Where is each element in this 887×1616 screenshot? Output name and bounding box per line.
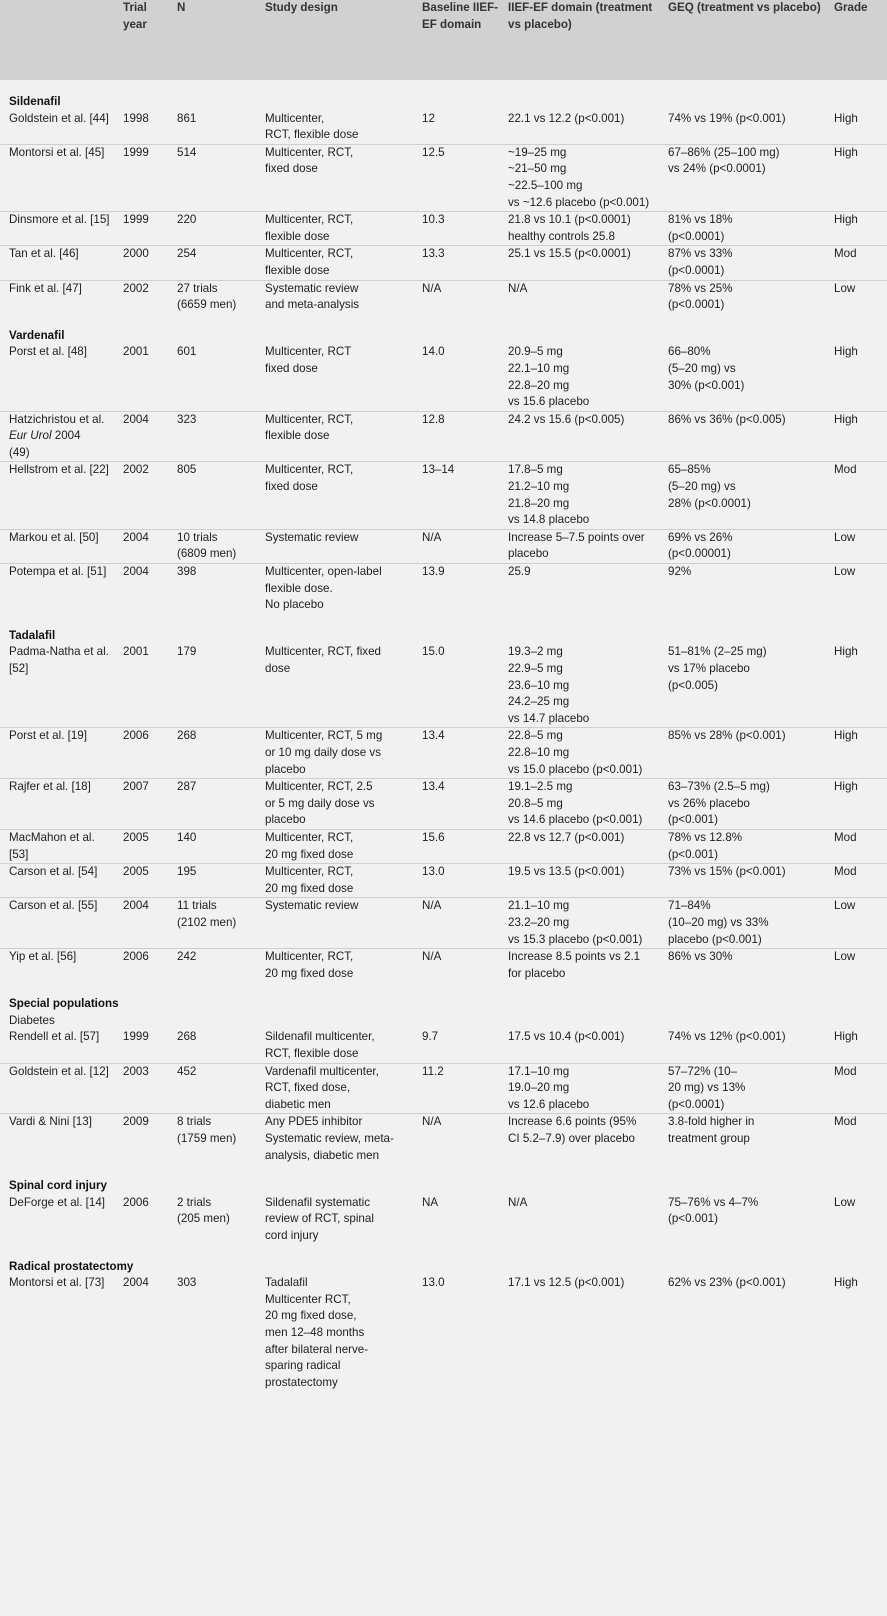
year-cell: 2002 — [119, 462, 173, 529]
iief-cell: 17.1–10 mg 19.0–20 mg vs 12.6 placebo — [504, 1063, 664, 1114]
n-cell: 287 — [173, 779, 261, 830]
geq-cell: 78% vs 25% (p<0.0001) — [664, 280, 830, 314]
n-cell: 254 — [173, 246, 261, 280]
design-cell: Sildenafil multicenter, RCT, flexible dose — [265, 1030, 375, 1061]
design-cell: Multicenter, RCT, fixed dose — [261, 144, 418, 211]
table-row — [0, 144, 887, 211]
study-cell: Montorsi et al. [45] — [0, 144, 119, 211]
design-cell: Multicenter, RCT, flexible dose — [261, 411, 418, 462]
section-header — [0, 1164, 887, 1195]
geq-cell: 57–72% (10– 20 mg) vs 13% (p<0.0001) — [664, 1063, 830, 1114]
geq-cell: 62% vs 23% (p<0.001) — [668, 1276, 786, 1290]
table-row — [0, 898, 887, 949]
section-title: Sildenafil — [9, 95, 61, 108]
iief-cell: N/A — [504, 280, 664, 314]
baseline-cell: 13.4 — [418, 779, 504, 830]
year-cell: 2004 — [119, 529, 173, 563]
year-cell: 2004 — [119, 411, 173, 462]
grade-cell: Mod — [830, 864, 887, 898]
study-cell: Rajfer et al. [18] — [0, 779, 119, 830]
study-cell: Vardi & Nini [13] — [0, 1114, 119, 1164]
study-cell: Porst et al. [19] — [0, 728, 119, 779]
study-cell: Padma-Natha et al. [52] — [9, 645, 109, 675]
header-n: N — [173, 0, 261, 80]
iief-cell: 25.1 vs 15.5 (p<0.0001) — [504, 246, 664, 280]
n-cell: 2 trials (205 men) — [177, 1195, 230, 1226]
table-row — [0, 564, 887, 614]
study-cell: Carson et al. [55] — [0, 898, 119, 949]
table-row — [0, 1275, 887, 1391]
n-cell: 861 — [177, 111, 197, 125]
year-cell: 2006 — [123, 1195, 149, 1209]
grade-cell: High — [834, 111, 858, 125]
design-cell: Multicenter, RCT, 2.5 or 5 mg daily dose vs placebo — [261, 779, 418, 830]
iief-cell: Increase 5–7.5 points over placebo — [504, 529, 664, 563]
n-cell: 11 trials (2102 men) — [173, 898, 261, 949]
section-title: Special populations — [9, 997, 119, 1011]
year-cell: 2001 — [123, 645, 149, 659]
baseline-cell: N/A — [418, 1114, 504, 1164]
baseline-cell: 13.3 — [418, 246, 504, 280]
design-cell: Multicenter, RCT, 20 mg fixed dose — [261, 829, 418, 863]
grade-cell: High — [830, 212, 887, 246]
grade-cell: High — [834, 645, 858, 659]
study-cell: Hatzichristou et al. Eur Urol 2004 (49) — [0, 411, 119, 462]
iief-cell: 17.8–5 mg 21.2–10 mg 21.8–20 mg vs 14.8 placebo — [504, 462, 664, 529]
study-cell: DeForge et al. [14] — [9, 1195, 106, 1209]
baseline-cell: N/A — [418, 949, 504, 983]
n-cell: 601 — [177, 345, 197, 359]
table-body — [0, 80, 887, 1391]
table-row — [0, 728, 887, 779]
section-header — [0, 314, 887, 345]
geq-cell: 51–81% (2–25 mg) vs 17% placebo (p<0.005) — [668, 645, 767, 692]
header-iief-ef: IIEF-EF domain (treatment vs placebo) — [504, 0, 664, 80]
year-cell: 2006 — [119, 949, 173, 983]
study-cell: Montorsi et al. [73] — [9, 1276, 105, 1290]
year-cell: 1999 — [119, 144, 173, 211]
iief-cell: 19.1–2.5 mg 20.8–5 mg vs 14.6 placebo (p<0.001) — [504, 779, 664, 830]
year-cell: 2006 — [119, 728, 173, 779]
table-row — [0, 829, 887, 863]
design-cell: Systematic review and meta-analysis — [261, 280, 418, 314]
study-cell: Markou et al. [50] — [0, 529, 119, 563]
geq-cell: 3.8-fold higher in treatment group — [664, 1114, 830, 1164]
baseline-cell: 13.0 — [422, 1276, 445, 1290]
table-row — [0, 864, 887, 898]
year-cell: 2005 — [119, 864, 173, 898]
design-cell: Multicenter, RCT, fixed dose — [265, 645, 381, 675]
grade-cell: High — [834, 1030, 858, 1044]
study-cell: Porst et al. [48] — [9, 345, 87, 359]
n-cell: 242 — [173, 949, 261, 983]
table-row — [0, 1195, 887, 1245]
year-cell: 2007 — [119, 779, 173, 830]
iief-cell: 22.8 vs 12.7 (p<0.001) — [504, 829, 664, 863]
baseline-cell: 15.0 — [422, 645, 445, 659]
n-cell: 398 — [173, 564, 261, 614]
header-baseline: Baseline IIEF-EF domain — [418, 0, 504, 80]
baseline-cell: 9.7 — [422, 1030, 439, 1044]
grade-cell: High — [830, 411, 887, 462]
grade-cell: Mod — [830, 246, 887, 280]
table-row — [0, 246, 887, 280]
table-row — [0, 1063, 887, 1114]
n-cell: 323 — [173, 411, 261, 462]
year-cell: 2000 — [119, 246, 173, 280]
design-cell: Multicenter, RCT, flexible dose — [261, 212, 418, 246]
section-header — [0, 1245, 887, 1276]
year-cell: 2002 — [119, 280, 173, 314]
table-row — [0, 212, 887, 246]
grade-cell: High — [830, 144, 887, 211]
iief-cell: 24.2 vs 15.6 (p<0.005) — [504, 411, 664, 462]
iief-cell: Increase 8.5 points vs 2.1 for placebo — [504, 949, 664, 983]
n-cell: 220 — [173, 212, 261, 246]
geq-cell: 73% vs 15% (p<0.001) — [664, 864, 830, 898]
study-cell: MacMahon et al. [53] — [0, 829, 119, 863]
n-cell: 27 trials (6659 men) — [173, 280, 261, 314]
grade-cell: Mod — [830, 829, 887, 863]
design-cell: Multicenter, RCT, flexible dose — [261, 246, 418, 280]
baseline-cell: NA — [422, 1195, 439, 1209]
baseline-cell: 13–14 — [418, 462, 504, 529]
n-cell: 195 — [173, 864, 261, 898]
iief-cell: 17.5 vs 10.4 (p<0.001) — [508, 1030, 625, 1044]
subsection-title: Diabetes — [9, 1013, 55, 1027]
baseline-cell: 13.0 — [418, 864, 504, 898]
design-cell: Multicenter, open-label flexible dose. No placebo — [261, 564, 418, 614]
section-header — [0, 982, 887, 1013]
baseline-cell: N/A — [418, 898, 504, 949]
design-cell: Any PDE5 inhibitor Systematic review, meta- analysis, diabetic men — [261, 1114, 418, 1164]
geq-cell: 78% vs 12.8% (p<0.001) — [664, 829, 830, 863]
header-study-design: Study design — [261, 0, 418, 80]
design-cell: Multicenter, RCT, 5 mg or 10 mg daily dose vs placebo — [261, 728, 418, 779]
geq-cell: 85% vs 28% (p<0.001) — [664, 728, 830, 779]
baseline-cell: 12 — [422, 111, 435, 125]
grade-cell: High — [830, 779, 887, 830]
year-cell: 2004 — [119, 564, 173, 614]
iief-cell: N/A — [508, 1195, 528, 1209]
geq-cell: 63–73% (2.5–5 mg) vs 26% placebo (p<0.001) — [664, 779, 830, 830]
baseline-cell: 15.6 — [418, 829, 504, 863]
iief-cell: ~19–25 mg ~21–50 mg ~22.5–100 mg vs ~12.6 placebo (p<0.001) — [504, 144, 664, 211]
grade-cell: High — [834, 1276, 858, 1290]
baseline-cell: N/A — [418, 529, 504, 563]
study-cell: Yip et al. [56] — [0, 949, 119, 983]
n-cell: 179 — [177, 645, 197, 659]
table-row — [0, 644, 887, 727]
section-title: Vardenafil — [9, 328, 65, 342]
year-cell: 2003 — [119, 1063, 173, 1114]
year-cell: 1999 — [123, 1030, 149, 1044]
n-cell: 303 — [177, 1276, 197, 1290]
section-title: Radical prostatectomy — [9, 1259, 134, 1273]
year-cell: 2001 — [123, 345, 149, 359]
baseline-cell: 13.4 — [418, 728, 504, 779]
study-cell: Tan et al. [46] — [0, 246, 119, 280]
geq-cell: 86% vs 30% — [664, 949, 830, 983]
geq-cell: 86% vs 36% (p<0.005) — [664, 411, 830, 462]
grade-cell: High — [830, 728, 887, 779]
geq-cell: 67–86% (25–100 mg) vs 24% (p<0.0001) — [664, 144, 830, 211]
geq-cell: 75–76% vs 4–7% (p<0.001) — [668, 1195, 759, 1226]
iief-cell: 20.9–5 mg 22.1–10 mg 22.8–20 mg vs 15.6 placebo — [508, 345, 590, 409]
iief-cell: 17.1 vs 12.5 (p<0.001) — [508, 1276, 625, 1290]
n-cell: 140 — [173, 829, 261, 863]
iief-cell: Increase 6.6 points (95% CI 5.2–7.9) over placebo — [504, 1114, 664, 1164]
section-title: Spinal cord injury — [9, 1179, 107, 1193]
study-cell: Potempa et al. [51] — [0, 564, 119, 614]
n-cell: 8 trials (1759 men) — [173, 1114, 261, 1164]
table-row — [0, 411, 887, 462]
iief-cell: 21.1–10 mg 23.2–20 mg vs 15.3 placebo (p<0.001) — [504, 898, 664, 949]
grade-cell: Low — [830, 529, 887, 563]
table-row — [0, 344, 887, 411]
n-cell: 10 trials (6809 men) — [173, 529, 261, 563]
table-row — [0, 1029, 887, 1063]
grade-cell: Low — [834, 1195, 856, 1209]
baseline-cell: 10.3 — [418, 212, 504, 246]
baseline-cell: 12.5 — [418, 144, 504, 211]
study-cell: Hellstrom et al. [22] — [0, 462, 119, 529]
year-cell: 2004 — [123, 1276, 149, 1290]
table-row — [0, 1114, 887, 1164]
geq-cell: 71–84% (10–20 mg) vs 33% placebo (p<0.001) — [664, 898, 830, 949]
design-cell: Sildenafil systematic review of RCT, spinal cord injury — [265, 1195, 374, 1242]
study-cell: Carson et al. [54] — [0, 864, 119, 898]
n-cell: 805 — [173, 462, 261, 529]
table-row — [0, 949, 887, 983]
subsection-header — [0, 1013, 887, 1030]
geq-cell: 92% — [664, 564, 830, 614]
year-cell: 1999 — [119, 212, 173, 246]
iief-cell: 22.8–5 mg 22.8–10 mg vs 15.0 placebo (p<0.001) — [504, 728, 664, 779]
grade-cell: Low — [830, 564, 887, 614]
iief-cell: 25.9 — [504, 564, 664, 614]
baseline-cell: N/A — [418, 280, 504, 314]
design-cell: Multicenter, RCT, 20 mg fixed dose — [261, 949, 418, 983]
geq-cell: 65–85% (5–20 mg) vs 28% (p<0.0001) — [664, 462, 830, 529]
design-cell: Multicenter, RCT, flexible dose — [265, 111, 359, 142]
geq-cell: 87% vs 33% (p<0.0001) — [664, 246, 830, 280]
geq-cell: 74% vs 19% (p<0.001) — [668, 111, 786, 125]
grade-cell: High — [834, 345, 858, 359]
section-header — [0, 614, 887, 645]
iief-cell: 21.8 vs 10.1 (p<0.0001) healthy controls 25.8 — [504, 212, 664, 246]
geq-cell: 81% vs 18% (p<0.0001) — [664, 212, 830, 246]
iief-cell: 19.5 vs 13.5 (p<0.001) — [504, 864, 664, 898]
grade-cell: Mod — [830, 1114, 887, 1164]
header-study — [0, 0, 119, 80]
header-trial-year: Trial year — [119, 0, 173, 80]
geq-cell: 66–80% (5–20 mg) vs 30% (p<0.001) — [668, 345, 745, 392]
grade-cell: Low — [830, 898, 887, 949]
geq-cell: 74% vs 12% (p<0.001) — [668, 1030, 786, 1044]
design-cell: Multicenter, RCT, fixed dose — [261, 462, 418, 529]
header-geq: GEQ (treatment vs placebo) — [664, 0, 830, 80]
n-cell: 452 — [173, 1063, 261, 1114]
design-cell: Vardenafil multicenter, RCT, fixed dose, diabetic men — [261, 1063, 418, 1114]
design-cell: Multicenter, RCT fixed dose — [265, 345, 352, 375]
year-cell: 2009 — [119, 1114, 173, 1164]
design-cell: Multicenter, RCT, 20 mg fixed dose — [261, 864, 418, 898]
baseline-cell: 13.9 — [418, 564, 504, 614]
table-row — [0, 280, 887, 314]
n-cell: 268 — [177, 1030, 197, 1044]
section-header — [0, 80, 887, 111]
baseline-cell: 12.8 — [418, 411, 504, 462]
table-row — [0, 111, 887, 145]
study-cell: Fink et al. [47] — [0, 280, 119, 314]
table-row — [0, 779, 887, 830]
study-cell: Dinsmore et al. [15] — [0, 212, 119, 246]
grade-cell: Mod — [830, 462, 887, 529]
design-cell: Systematic review — [261, 898, 418, 949]
geq-cell: 69% vs 26% (p<0.00001) — [664, 529, 830, 563]
year-cell: 2005 — [119, 829, 173, 863]
year-cell: 2004 — [119, 898, 173, 949]
grade-cell: Low — [830, 280, 887, 314]
header-grade: Grade — [830, 0, 887, 80]
table-row — [0, 529, 887, 563]
study-cell: Rendell et al. [57] — [9, 1030, 100, 1044]
table-row — [0, 462, 887, 529]
baseline-cell: 14.0 — [422, 345, 445, 359]
header-row — [0, 0, 887, 80]
n-cell: 514 — [173, 144, 261, 211]
section-title: Tadalafil — [9, 628, 56, 642]
study-cell: Goldstein et al. [44] — [9, 111, 109, 125]
study-cell: Goldstein et al. [12] — [0, 1063, 119, 1114]
design-cell: Systematic review — [261, 529, 418, 563]
iief-cell: 19.3–2 mg 22.9–5 mg 23.6–10 mg 24.2–25 mg vs 14.7 placebo — [508, 645, 590, 725]
grade-cell: Mod — [830, 1063, 887, 1114]
iief-cell: 22.1 vs 12.2 (p<0.001) — [508, 111, 625, 125]
year-cell: 1998 — [123, 111, 149, 125]
design-cell: Tadalafil Multicenter RCT, 20 mg fixed dose, men 12–48 months after bilateral nerve- sparing radical prostatectomy — [265, 1276, 369, 1389]
n-cell: 268 — [173, 728, 261, 779]
baseline-cell: 11.2 — [418, 1063, 504, 1114]
grade-cell: Low — [830, 949, 887, 983]
